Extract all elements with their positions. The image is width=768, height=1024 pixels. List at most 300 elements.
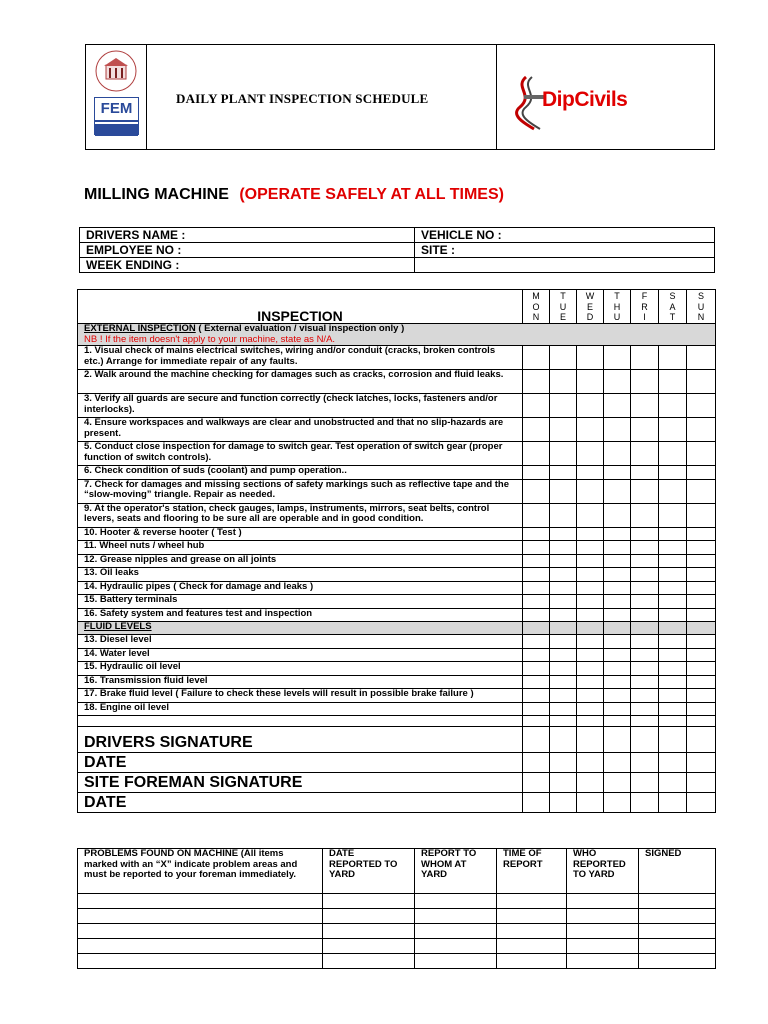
inspection-header-row: [78, 290, 716, 324]
problem-entry-cell[interactable]: [497, 939, 567, 954]
check-cell[interactable]: [659, 346, 687, 370]
check-cell[interactable]: [550, 753, 577, 773]
check-cell[interactable]: [659, 568, 687, 582]
problem-entry-row: [78, 894, 716, 909]
inspection-item-row: [78, 662, 716, 676]
fluid-levels-heading: FLUID LEVELS: [84, 621, 152, 632]
check-cell[interactable]: [523, 370, 550, 394]
check-cell[interactable]: [631, 370, 659, 394]
inspection-item-row: [78, 648, 716, 662]
signature-row: [78, 727, 716, 753]
check-cell[interactable]: [577, 466, 604, 480]
check-cell[interactable]: [550, 554, 577, 568]
check-cell[interactable]: [659, 466, 687, 480]
dipcivils-logo-text: DipCivils: [542, 88, 628, 111]
problem-entry-cell[interactable]: [497, 954, 567, 969]
check-cell[interactable]: [659, 394, 687, 418]
problem-entry-cell[interactable]: [78, 909, 323, 924]
check-cell[interactable]: [604, 394, 631, 418]
problem-entry-cell[interactable]: [415, 909, 497, 924]
inspection-item-label: 17. Brake fluid level ( Failure to check these levels will result in possible brake failure ): [78, 689, 523, 703]
check-cell[interactable]: [659, 442, 687, 466]
check-cell[interactable]: [687, 527, 716, 541]
inspection-item-row: [78, 394, 716, 418]
check-cell[interactable]: [523, 727, 550, 753]
check-cell[interactable]: [550, 479, 577, 503]
check-cell[interactable]: [577, 418, 604, 442]
check-cell[interactable]: [550, 394, 577, 418]
inspection-item-row: [78, 581, 716, 595]
check-cell[interactable]: [577, 370, 604, 394]
check-cell[interactable]: [631, 689, 659, 703]
day-header-mon: M O N: [523, 290, 550, 324]
check-cell[interactable]: [687, 635, 716, 649]
problem-entry-cell[interactable]: [567, 894, 639, 909]
check-cell[interactable]: [631, 394, 659, 418]
inspection-item-label: 1. Visual check of mains electrical switches, wiring and/or conduit (cracks, broken controls etc.) Arrange for immediate repair of any faults.: [78, 346, 523, 370]
problem-entry-cell[interactable]: [639, 909, 716, 924]
check-cell[interactable]: [659, 635, 687, 649]
check-cell[interactable]: [550, 793, 577, 813]
check-cell[interactable]: [631, 541, 659, 555]
check-cell[interactable]: [687, 394, 716, 418]
problem-entry-row: [78, 909, 716, 924]
check-cell[interactable]: [604, 346, 631, 370]
check-cell[interactable]: [659, 595, 687, 609]
check-cell[interactable]: [687, 581, 716, 595]
inspection-item-row: [78, 595, 716, 609]
check-cell[interactable]: [631, 527, 659, 541]
check-cell[interactable]: [687, 716, 716, 727]
problem-entry-cell[interactable]: [497, 894, 567, 909]
inspection-item-row: [78, 527, 716, 541]
signature-label: SITE FOREMAN SIGNATURE: [78, 773, 523, 793]
problem-entry-cell[interactable]: [78, 924, 323, 939]
check-cell[interactable]: [659, 541, 687, 555]
problem-entry-cell[interactable]: [639, 894, 716, 909]
inspection-item-row: [78, 346, 716, 370]
day-header-wed: W E D: [577, 290, 604, 324]
check-cell[interactable]: [659, 793, 687, 813]
inspection-item-label: 7. Check for damages and missing sections of safety markings such as reflective tape and the “slow-moving” triangle. Repair as needed.: [78, 479, 523, 503]
inspection-item-label: 13. Diesel level: [78, 635, 523, 649]
check-cell[interactable]: [577, 503, 604, 527]
check-cell[interactable]: [604, 702, 631, 716]
problem-entry-row: [78, 924, 716, 939]
check-cell[interactable]: [604, 753, 631, 773]
check-cell[interactable]: [631, 442, 659, 466]
check-cell[interactable]: [631, 635, 659, 649]
check-cell[interactable]: [550, 622, 577, 635]
check-cell[interactable]: [631, 702, 659, 716]
check-cell[interactable]: [604, 727, 631, 753]
check-cell[interactable]: [659, 503, 687, 527]
check-cell[interactable]: [523, 394, 550, 418]
inspection-item-row: [78, 479, 716, 503]
check-cell[interactable]: [523, 675, 550, 689]
check-cell[interactable]: [550, 581, 577, 595]
problem-entry-cell[interactable]: [78, 954, 323, 969]
check-cell[interactable]: [550, 466, 577, 480]
check-cell[interactable]: [523, 773, 550, 793]
check-cell[interactable]: [659, 418, 687, 442]
blank-field[interactable]: [415, 258, 715, 273]
inspection-item-label: 12. Grease nipples and grease on all joints: [78, 554, 523, 568]
inspection-item-label: 6. Check condition of suds (coolant) and pump operation..: [78, 466, 523, 480]
problem-entry-cell[interactable]: [639, 939, 716, 954]
check-cell[interactable]: [604, 527, 631, 541]
check-cell[interactable]: [659, 527, 687, 541]
check-cell[interactable]: [687, 648, 716, 662]
fluid-levels-section: [78, 622, 716, 635]
inspection-item-label: 14. Water level: [78, 648, 523, 662]
check-cell[interactable]: [631, 753, 659, 773]
check-cell[interactable]: [550, 648, 577, 662]
check-cell[interactable]: [687, 622, 716, 635]
check-cell[interactable]: [523, 622, 550, 635]
check-cell[interactable]: [577, 479, 604, 503]
check-cell[interactable]: [604, 466, 631, 480]
check-cell[interactable]: [659, 648, 687, 662]
inspection-item-label: 15. Hydraulic oil level: [78, 662, 523, 676]
check-cell[interactable]: [687, 418, 716, 442]
check-cell[interactable]: [550, 716, 577, 727]
check-cell[interactable]: [523, 527, 550, 541]
check-cell[interactable]: [604, 662, 631, 676]
check-cell[interactable]: [577, 442, 604, 466]
inspection-heading: INSPECTION: [78, 290, 523, 324]
check-cell[interactable]: [631, 418, 659, 442]
signed-header: SIGNED: [639, 849, 716, 894]
inspection-table: [77, 289, 716, 813]
check-cell[interactable]: [523, 554, 550, 568]
check-cell[interactable]: [604, 503, 631, 527]
check-cell[interactable]: [523, 648, 550, 662]
check-cell[interactable]: [550, 541, 577, 555]
day-header-thu: T H U: [604, 290, 631, 324]
inspection-item-label: 10. Hooter & reverse hooter ( Test ): [78, 527, 523, 541]
check-cell[interactable]: [523, 466, 550, 480]
check-cell[interactable]: [550, 702, 577, 716]
check-cell[interactable]: [523, 662, 550, 676]
date-reported-header: DATE REPORTED TO YARD: [323, 849, 415, 894]
check-cell[interactable]: [631, 568, 659, 582]
check-cell[interactable]: [631, 595, 659, 609]
check-cell[interactable]: [687, 662, 716, 676]
day-header-sat: S A T: [659, 290, 687, 324]
week-ending-field[interactable]: WEEK ENDING :: [80, 258, 415, 273]
header-box: [85, 44, 715, 150]
check-cell[interactable]: [687, 554, 716, 568]
check-cell[interactable]: [577, 716, 604, 727]
problems-table: [77, 848, 716, 969]
inspection-item-row: [78, 466, 716, 480]
check-cell[interactable]: [604, 793, 631, 813]
day-header-sun: S U N: [687, 290, 716, 324]
inspection-item-row: [78, 503, 716, 527]
problem-entry-cell[interactable]: [567, 939, 639, 954]
mia-logo: [93, 49, 139, 93]
inspection-item-row: [78, 370, 716, 394]
check-cell[interactable]: [604, 689, 631, 703]
check-cell[interactable]: [659, 581, 687, 595]
inspection-item-row: [78, 418, 716, 442]
check-cell[interactable]: [577, 648, 604, 662]
check-cell[interactable]: [687, 608, 716, 622]
check-cell[interactable]: [577, 675, 604, 689]
check-cell[interactable]: [631, 622, 659, 635]
check-cell[interactable]: [659, 370, 687, 394]
problem-entry-cell[interactable]: [323, 894, 415, 909]
check-cell[interactable]: [577, 702, 604, 716]
check-cell[interactable]: [577, 662, 604, 676]
check-cell[interactable]: [604, 622, 631, 635]
vehicle-no-field[interactable]: VEHICLE NO :: [415, 228, 715, 243]
check-cell[interactable]: [631, 479, 659, 503]
inspection-item-label: 15. Battery terminals: [78, 595, 523, 609]
inspection-item-label: 2. Walk around the machine checking for damages such as cracks, corrosion and fluid leaks.: [78, 370, 523, 394]
drivers-name-field[interactable]: DRIVERS NAME :: [80, 228, 415, 243]
check-cell[interactable]: [523, 418, 550, 442]
check-cell[interactable]: [550, 662, 577, 676]
check-cell[interactable]: [687, 793, 716, 813]
check-cell[interactable]: [604, 418, 631, 442]
check-cell[interactable]: [523, 541, 550, 555]
check-cell[interactable]: [659, 622, 687, 635]
check-cell[interactable]: [604, 773, 631, 793]
check-cell[interactable]: [523, 716, 550, 727]
signature-label: DATE: [78, 753, 523, 773]
check-cell[interactable]: [577, 541, 604, 555]
check-cell[interactable]: [659, 689, 687, 703]
problem-entry-cell[interactable]: [323, 939, 415, 954]
problem-entry-cell[interactable]: [567, 954, 639, 969]
fem-logo-text: FEM: [95, 98, 138, 122]
site-field[interactable]: SITE :: [415, 243, 715, 258]
check-cell[interactable]: [550, 608, 577, 622]
check-cell[interactable]: [631, 581, 659, 595]
check-cell[interactable]: [687, 346, 716, 370]
check-cell[interactable]: [659, 662, 687, 676]
check-cell[interactable]: [687, 541, 716, 555]
check-cell[interactable]: [604, 608, 631, 622]
check-cell[interactable]: [550, 595, 577, 609]
check-cell[interactable]: [523, 568, 550, 582]
check-cell[interactable]: [687, 675, 716, 689]
check-cell[interactable]: [550, 503, 577, 527]
check-cell[interactable]: [631, 503, 659, 527]
problem-entry-cell[interactable]: [415, 924, 497, 939]
check-cell[interactable]: [523, 503, 550, 527]
check-cell[interactable]: [577, 753, 604, 773]
check-cell[interactable]: [687, 689, 716, 703]
check-cell[interactable]: [550, 689, 577, 703]
check-cell[interactable]: [550, 527, 577, 541]
check-cell[interactable]: [604, 541, 631, 555]
check-cell[interactable]: [631, 727, 659, 753]
signature-row: [78, 793, 716, 813]
check-cell[interactable]: [687, 773, 716, 793]
check-cell[interactable]: [687, 370, 716, 394]
problem-entry-cell[interactable]: [323, 954, 415, 969]
check-cell[interactable]: [550, 727, 577, 753]
machine-title: [84, 186, 504, 204]
check-cell[interactable]: [687, 503, 716, 527]
external-inspection-note: ( External evaluation / visual inspection only ): [195, 323, 405, 334]
problem-entry-row: [78, 954, 716, 969]
check-cell[interactable]: [687, 702, 716, 716]
check-cell[interactable]: [604, 716, 631, 727]
who-reported-header: WHO REPORTED TO YARD: [567, 849, 639, 894]
driver-info-table: [79, 227, 715, 273]
problem-entry-cell[interactable]: [497, 909, 567, 924]
check-cell[interactable]: [604, 635, 631, 649]
check-cell[interactable]: [687, 568, 716, 582]
check-cell[interactable]: [577, 346, 604, 370]
signature-row: [78, 753, 716, 773]
inspection-item-label: 4. Ensure workspaces and walkways are clear and unobstructed and that no slip-hazards are present.: [78, 418, 523, 442]
check-cell[interactable]: [659, 554, 687, 568]
inspection-item-label: 13. Oil leaks: [78, 568, 523, 582]
check-cell[interactable]: [604, 675, 631, 689]
check-cell[interactable]: [604, 479, 631, 503]
check-cell[interactable]: [631, 608, 659, 622]
check-cell[interactable]: [604, 554, 631, 568]
check-cell[interactable]: [659, 753, 687, 773]
check-cell[interactable]: [523, 595, 550, 609]
check-cell[interactable]: [550, 568, 577, 582]
check-cell[interactable]: [577, 793, 604, 813]
check-cell[interactable]: [659, 702, 687, 716]
check-cell[interactable]: [687, 753, 716, 773]
check-cell[interactable]: [659, 773, 687, 793]
blank-row: [78, 716, 716, 727]
check-cell[interactable]: [523, 689, 550, 703]
check-cell[interactable]: [550, 773, 577, 793]
check-cell[interactable]: [577, 568, 604, 582]
check-cell[interactable]: [631, 466, 659, 480]
check-cell[interactable]: [523, 581, 550, 595]
check-cell[interactable]: [631, 675, 659, 689]
check-cell[interactable]: [550, 346, 577, 370]
check-cell[interactable]: [604, 568, 631, 582]
check-cell[interactable]: [604, 370, 631, 394]
check-cell[interactable]: [523, 346, 550, 370]
check-cell[interactable]: [523, 793, 550, 813]
check-cell[interactable]: [550, 418, 577, 442]
problem-entry-cell[interactable]: [415, 939, 497, 954]
check-cell[interactable]: [687, 727, 716, 753]
check-cell[interactable]: [631, 554, 659, 568]
check-cell[interactable]: [604, 595, 631, 609]
check-cell[interactable]: [577, 608, 604, 622]
check-cell[interactable]: [659, 716, 687, 727]
check-cell[interactable]: [523, 702, 550, 716]
check-cell[interactable]: [631, 793, 659, 813]
inspection-item-row: [78, 608, 716, 622]
day-header-fri: F R I: [631, 290, 659, 324]
machine-name: MILLING MACHINE: [84, 186, 229, 203]
inspection-item-row: [78, 554, 716, 568]
check-cell[interactable]: [577, 527, 604, 541]
fem-logo: [94, 97, 139, 135]
check-cell[interactable]: [550, 370, 577, 394]
problem-entry-cell[interactable]: [567, 909, 639, 924]
day-header-tue: T U E: [550, 290, 577, 324]
check-cell[interactable]: [577, 581, 604, 595]
check-cell[interactable]: [687, 442, 716, 466]
check-cell[interactable]: [523, 479, 550, 503]
check-cell[interactable]: [577, 622, 604, 635]
check-cell[interactable]: [631, 773, 659, 793]
check-cell[interactable]: [523, 442, 550, 466]
problem-entry-cell[interactable]: [415, 894, 497, 909]
check-cell[interactable]: [631, 716, 659, 727]
check-cell[interactable]: [550, 635, 577, 649]
check-cell[interactable]: [659, 479, 687, 503]
inspection-item-label: 14. Hydraulic pipes ( Check for damage and leaks ): [78, 581, 523, 595]
page-title: DAILY PLANT INSPECTION SCHEDULE: [176, 91, 429, 106]
problem-entry-cell[interactable]: [78, 939, 323, 954]
check-cell[interactable]: [523, 753, 550, 773]
check-cell[interactable]: [659, 608, 687, 622]
check-cell[interactable]: [523, 608, 550, 622]
check-cell[interactable]: [577, 595, 604, 609]
nb-note: NB ! If the item doesn't apply to your machine, state as N/A.: [84, 333, 336, 345]
check-cell[interactable]: [659, 675, 687, 689]
problem-entry-cell[interactable]: [415, 954, 497, 969]
inspection-item-row: [78, 568, 716, 582]
check-cell[interactable]: [631, 346, 659, 370]
check-cell[interactable]: [687, 466, 716, 480]
check-cell[interactable]: [577, 727, 604, 753]
check-cell[interactable]: [523, 635, 550, 649]
problem-entry-cell[interactable]: [323, 909, 415, 924]
check-cell[interactable]: [631, 662, 659, 676]
safety-warning: (OPERATE SAFELY AT ALL TIMES): [239, 186, 504, 203]
employee-no-field[interactable]: EMPLOYEE NO :: [80, 243, 415, 258]
problem-entry-cell[interactable]: [639, 954, 716, 969]
check-cell[interactable]: [577, 635, 604, 649]
check-cell[interactable]: [550, 675, 577, 689]
check-cell[interactable]: [577, 394, 604, 418]
check-cell[interactable]: [550, 442, 577, 466]
check-cell[interactable]: [659, 727, 687, 753]
problem-entry-cell[interactable]: [323, 924, 415, 939]
problem-entry-cell[interactable]: [567, 924, 639, 939]
inspection-item-row: [78, 541, 716, 555]
problem-entry-cell[interactable]: [639, 924, 716, 939]
time-of-report-header: TIME OF REPORT: [497, 849, 567, 894]
check-cell[interactable]: [604, 442, 631, 466]
check-cell[interactable]: [604, 581, 631, 595]
inspection-item-label: 9. At the operator's station, check gauges, lamps, instruments, mirrors, seat belts, control levers, seats and flooring to be sure all are operable and in good condition.: [78, 503, 523, 527]
inspection-item-row: [78, 689, 716, 703]
problem-entry-cell[interactable]: [78, 894, 323, 909]
inspection-item-row: [78, 635, 716, 649]
check-cell[interactable]: [687, 479, 716, 503]
check-cell[interactable]: [577, 554, 604, 568]
check-cell[interactable]: [631, 648, 659, 662]
report-to-whom-header: REPORT TO WHOM AT YARD: [415, 849, 497, 894]
external-inspection-heading: EXTERNAL INSPECTION: [84, 323, 196, 334]
check-cell[interactable]: [604, 648, 631, 662]
inspection-item-row: [78, 675, 716, 689]
check-cell[interactable]: [687, 595, 716, 609]
problem-entry-cell[interactable]: [497, 924, 567, 939]
check-cell[interactable]: [577, 689, 604, 703]
check-cell[interactable]: [577, 773, 604, 793]
